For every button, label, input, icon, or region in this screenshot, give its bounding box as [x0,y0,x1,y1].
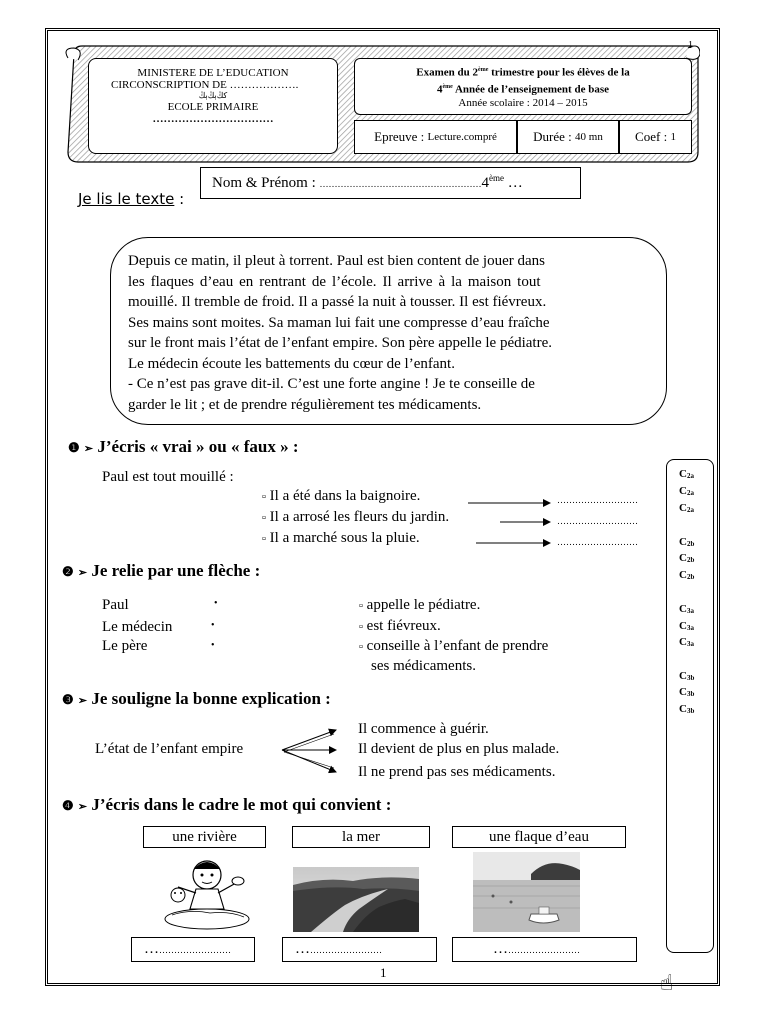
q3-option[interactable]: Il devient de plus en plus malade. [358,741,560,757]
q1-item-text: Il a été dans la baignoire. [269,488,421,504]
q3-option[interactable]: Il commence à guérir. [358,721,489,737]
text-line: mouillé. Il tremble de froid. Il a passé la nuit à tousser. Il est fiévreux. [128,294,547,310]
text-line: Ses mains sont moites. Sa maman lui fait une compresse d’eau fraîche [128,314,550,331]
text-line: Le médecin écoute les battements du cœur de l’enfant. [128,355,455,372]
q1-answer-blank[interactable]: ……………………… [557,495,638,505]
coef-value: 1 [670,131,676,143]
answer-dots: …………………… [508,945,580,955]
link-dot[interactable]: • [211,640,215,651]
q1-item [262,509,449,526]
intro-colon: : [174,190,185,208]
criterion-label: $C_{2a}$ [679,485,694,497]
q1-stem: Paul est tout mouillé : [102,469,234,485]
q2-left-item: Le médecin [102,619,173,635]
page-number: 1 [380,965,387,980]
circonscription: CIRCONSCRIPTION DE ………………. [111,79,299,91]
square-bullet-icon: ▫ [359,621,363,633]
epreuve-cell [354,120,517,154]
q1-title-text: J’écris « vrai » ou « faux » : [97,437,299,456]
class-dots: … [507,175,523,191]
arrow-bullet-icon: ➢ [83,443,94,455]
arrow-bullet-icon: ➢ [77,567,88,579]
name-field[interactable] [200,167,581,199]
exam-line2: 4ème Année de l’enseignement de base [437,83,609,96]
q2-right-item [359,618,441,635]
q1-number-icon: ❶ [68,440,80,455]
school-label: ECOLE PRIMAIRE [167,101,259,113]
q1-answer-blank[interactable]: ……………………… [557,537,638,547]
q2-right-text: conseille à l’enfant de prendre [366,638,549,654]
duree-value: 40 mn [575,131,603,143]
q3-fork-arrows [280,724,340,776]
q2-number-icon: ❷ [62,564,74,579]
square-bullet-icon: ▫ [262,512,266,524]
ministry-box [88,58,338,154]
text-line: les flaques d’eau en rentrant de l’école. Il arrive à la maison tout [128,273,541,290]
answer-prefix: … [493,941,508,957]
epreuve-value: Lecture.compré [427,131,497,143]
word-option: une flaque d’eau [452,826,626,848]
q3-number-icon: ❸ [62,692,74,707]
q2-right-text: appelle le pédiatre. [366,597,481,613]
criterion-label: $C_{2a}$ [679,502,694,514]
intro-label: Je lis le texte [78,190,175,208]
q2-right-item [359,597,480,614]
q2-right-text: est fiévreux. [366,618,441,634]
q3-option[interactable]: Il ne prend pas ses médicaments. [358,764,556,780]
criterion-label: $C_{3b}$ [679,670,695,682]
river-photo [293,867,419,932]
criterion-label: $C_{2b}$ [679,569,695,581]
answer-prefix: … [295,941,310,957]
name-dots: ……………………………………………… [319,179,482,189]
q1-item-text: Il a arrosé les fleurs du jardin. [269,509,450,525]
name-label: Nom & Prénom : [212,175,316,191]
criterion-label: $C_{2b}$ [679,552,695,564]
square-bullet-icon: ▫ [359,641,363,653]
arabic-glyphs: ﮐﯔﯦﯔﯦﯔ [198,91,228,100]
q1-answer-blank[interactable]: ……………………… [557,516,638,526]
class-value: 4 [481,175,489,191]
q1-item-text: Il a marché sous la pluie. [269,530,420,546]
q4-answer-box[interactable] [131,937,255,962]
child-puddle-drawing [160,853,255,933]
text-line: - Ce n’est pas grave dit-il. C’est une forte angine ! Je te conseille de [128,376,535,392]
q3-title [62,689,331,709]
q1-item [262,530,420,547]
q4-title [62,795,391,815]
school-year: Année scolaire : 2014 – 2015 [458,97,588,110]
criterion-label: $C_{2b}$ [679,536,695,548]
exam-details-row [354,120,692,154]
q2-title-text: Je relie par une flèche : [91,561,261,580]
criterion-label: $C_{3b}$ [679,703,695,715]
link-dot[interactable]: • [214,598,218,609]
q2-left-item: Le père [102,638,148,654]
word-option: la mer [292,826,430,848]
text-line: Depuis ce matin, il pleut à torrent. Paul est bien content de jouer dans [128,253,545,269]
answer-prefix: … [144,941,159,957]
criterion-label: $C_{3a}$ [679,620,694,632]
square-bullet-icon: ▫ [262,533,266,545]
q3-title-text: Je souligne la bonne explication : [91,689,331,708]
q4-number-icon: ❹ [62,798,74,813]
scroll-corner-mark: 1 [688,40,693,51]
q2-left-item: Paul [102,597,129,613]
q4-title-text: J’écris dans le cadre le mot qui convient : [91,795,392,814]
text-line: garder le lit ; et de prendre régulièrement tes médicaments. [128,396,482,413]
criterion-label: $C_{3b}$ [679,686,695,698]
exam-line1: Examen du 2ème trimestre pour les élèves de la [416,66,630,79]
arrow-bullet-icon: ➢ [77,801,88,813]
link-dot[interactable]: • [211,620,215,631]
arrow-bullet-icon: ➢ [77,695,88,707]
class-sup: ème [489,173,504,183]
text-line: sur le front mais l’état de l’enfant empire. Son père appelle le pédiatre. [128,335,552,351]
school-dots: …………………………… [152,113,274,125]
sea-photo [473,852,580,932]
q1-item [262,488,420,505]
q4-answer-box[interactable] [282,937,437,962]
reading-text [110,237,667,425]
answer-dots: …………………… [159,945,231,955]
q2-title [62,561,260,581]
criterion-label: $C_{2a}$ [679,468,694,480]
coef-cell [619,120,692,154]
duree-label: Durée : [533,129,572,144]
coef-label: Coef : [635,129,668,144]
q1-title [68,437,299,457]
answer-dots: …………………… [310,945,382,955]
ministry-title: MINISTERE DE L’EDUCATION [137,67,289,79]
epreuve-label: Epreuve : [374,129,425,144]
square-bullet-icon: ▫ [262,491,266,503]
exam-info-box [354,58,692,115]
criterion-label: $C_{3a}$ [679,603,694,615]
q2-right-cont: ses médicaments. [371,658,476,674]
word-option: une rivière [143,826,266,848]
intro-instruction [78,190,184,208]
q1-arrows [460,492,555,547]
hand-pointer-icon: ☝ [660,971,674,996]
duree-cell [517,120,619,154]
q3-stem: L’état de l’enfant empire [95,741,244,757]
q4-answer-box[interactable] [452,937,637,962]
square-bullet-icon: ▫ [359,600,363,612]
q2-right-item [359,638,548,655]
criterion-label: $C_{3a}$ [679,636,694,648]
